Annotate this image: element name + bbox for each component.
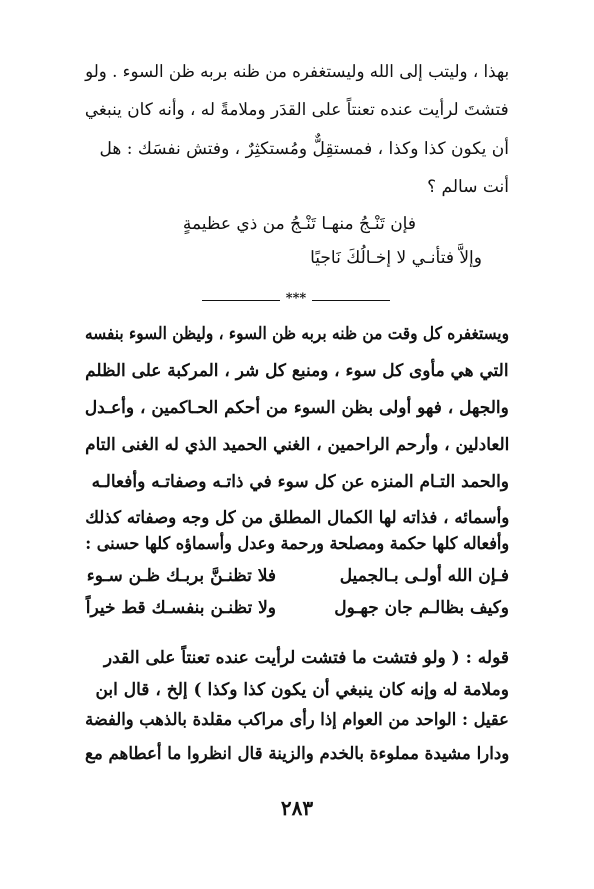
verse-1-line-1: فإن تَنْـجُ منهـا تَنْـجُ من ذي عظيمةٍ [182,214,416,234]
text-line: عقيل : الواحد من العوام إذا رأى مراكب مقلدة بالذهب والفضة [85,710,509,730]
text-line: والحمد التـام المنزه عن كل سوء في ذاتـه وصفاتـه وأفعالـه [91,472,509,492]
text-line: فتشتَ لرأيت عنده تعنتاً على القدَر وملامةً له ، وأنه كان ينبغي [85,100,509,120]
text-line: وأفعاله كلها حكمة ومصلحة ورحمة وعدل وأسماؤه كلها حسنى : [85,534,509,554]
verse-2-first-hemistich-1: فلا تظنـنَّ بربـك ظـن سـوء [86,566,276,586]
verse-2-second-hemistich-2: وكيف بظالـم جان جهـول [334,598,509,618]
text-line: أن يكون كذا وكذا ، فمستقِلٌّ ومُستكثِرٌ ، وفتش نفسَك : هل [99,139,509,159]
separator-stars: *** [285,291,307,306]
separator-rule-right [312,300,390,301]
page-number: ٢٨٣ [280,796,314,820]
text-line: والجهل ، فهو أولى بظن السوء من أحكم الحـاكمين ، وأعـدل [85,398,509,418]
text-line: ودارا مشيدة مملوءة بالخدم والزينة قال انظروا ما أعطاهم مع [84,744,509,764]
text-line: العادلين ، وأرحم الراحمين ، الغني الحميد الذي له الغنى التام [84,435,509,455]
text-line: أنت سالم ؟ [427,177,509,197]
section-separator [202,293,390,307]
verse-1-line-2: وإلاَّ فتأنـي لا إخـالُكَ نَاجيًا [310,248,482,268]
verse-2-first-hemistich-2: ولا تظنـن بنفسـك قط خيراً [85,598,276,618]
text-line: التي هي مأوى كل سوء ، ومنبع كل شر ، المركبة على الظلم [85,361,509,381]
verse-2-second-hemistich-1: فـإن الله أولـى بـالجميل [339,566,509,586]
separator-rule-left [202,300,280,301]
text-line: وأسمائه ، فذاته لها الكمال المطلق من كل وجه وصفاته كذلك [84,508,509,528]
text-line: وملامة له وإنه كان ينبغي أن يكون كذا وكذا ) إلخ ، قال ابن [95,680,509,700]
text-line: قوله : ( ولو فتشت ما فتشت لرأيت عنده تعنتاً على القدر [103,648,509,668]
text-line: ويستغفره كل وقت من ظنه بربه ظن السوء ، وليظن السوء بنفسه [85,324,509,344]
text-line: بهذا ، وليتب إلى الله وليستغفره من ظنه بربه ظن السوء . ولو [84,62,509,82]
